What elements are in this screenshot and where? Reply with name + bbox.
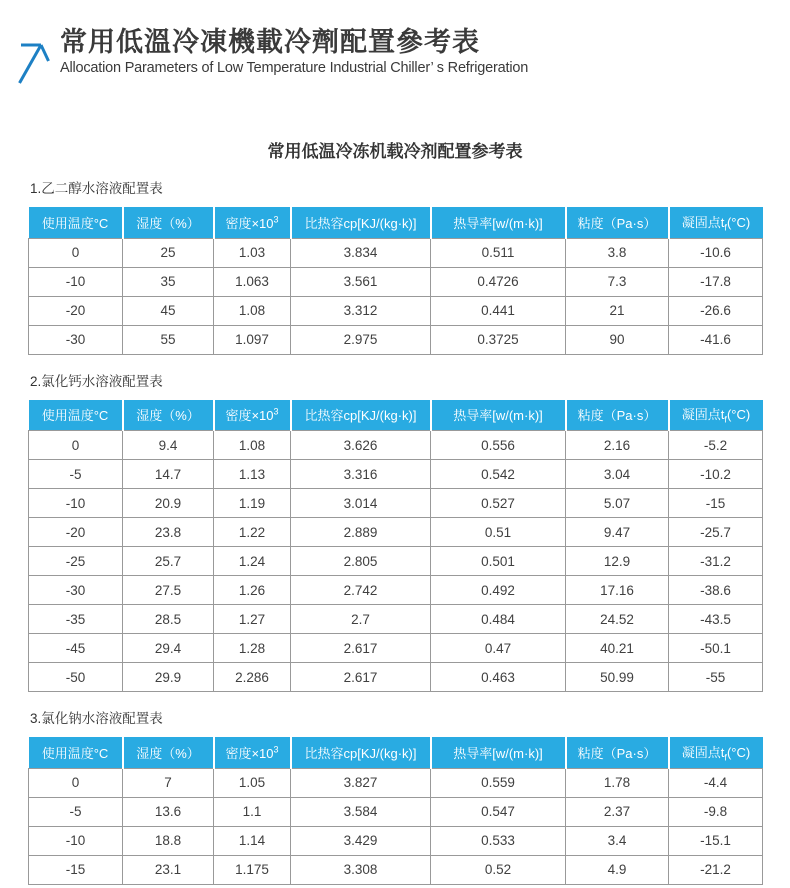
table-cell: 9.4	[123, 431, 214, 460]
table-cell: 55	[123, 325, 214, 354]
section-label: 1.乙二醇水溶液配置表	[30, 181, 163, 196]
column-header: 粘度（Pa·s）	[566, 737, 669, 768]
table-cell: 1.03	[214, 238, 291, 267]
table-cell: 1.28	[214, 634, 291, 663]
table-cell: -50.1	[669, 634, 763, 663]
table-cell: 1.27	[214, 605, 291, 634]
section-ethylene-glycol	[0, 177, 790, 355]
table-cell: 2.617	[291, 663, 431, 692]
table-cell: 3.04	[566, 460, 669, 489]
table-cell: 0.501	[431, 547, 566, 576]
section-sodium-chloride	[0, 707, 790, 885]
table-cell: 0	[29, 238, 123, 267]
table-cell: 1.05	[214, 768, 291, 797]
ethylene-glycol-table	[28, 207, 763, 355]
column-header: 粘度（Pa·s）	[566, 207, 669, 238]
table-cell: -15	[669, 489, 763, 518]
table-cell: -20	[29, 296, 123, 325]
table-cell: 25.7	[123, 547, 214, 576]
table-cell: 1.175	[214, 855, 291, 884]
table-cell: 0.492	[431, 576, 566, 605]
table-cell: 0.556	[431, 431, 566, 460]
table-cell: 0.3725	[431, 325, 566, 354]
table-cell: 45	[123, 296, 214, 325]
table-cell: 0.511	[431, 238, 566, 267]
table-cell: 1.1	[214, 797, 291, 826]
table-cell: 90	[566, 325, 669, 354]
table-row	[29, 238, 763, 267]
table-cell: 1.08	[214, 431, 291, 460]
table-cell: -26.6	[669, 296, 763, 325]
column-header: 湿度（%）	[123, 400, 214, 431]
column-header: 热导率[w/(m·k)]	[431, 400, 566, 431]
table-cell: -20	[29, 518, 123, 547]
table-cell: 2.742	[291, 576, 431, 605]
table-row	[29, 826, 763, 855]
table-cell: 40.21	[566, 634, 669, 663]
table-cell: 14.7	[123, 460, 214, 489]
table-cell: 7.3	[566, 267, 669, 296]
table-row	[29, 325, 763, 354]
table-cell: -35	[29, 605, 123, 634]
column-header: 湿度（%）	[123, 207, 214, 238]
column-header: 使用温度°C	[29, 400, 123, 431]
section-calcium-chloride	[0, 370, 790, 693]
table-cell: 5.07	[566, 489, 669, 518]
table-cell: 3.014	[291, 489, 431, 518]
table-cell: 3.8	[566, 238, 669, 267]
column-header: 粘度（Pa·s）	[566, 400, 669, 431]
table-row	[29, 547, 763, 576]
table-cell: 0.441	[431, 296, 566, 325]
table-cell: 1.24	[214, 547, 291, 576]
table-row	[29, 797, 763, 826]
column-header: 比热容cp[KJ/(kg·k)]	[291, 400, 431, 431]
brand-title: 常用低溫冷凍機載冷劑配置參考表	[60, 27, 480, 57]
sodium-chloride-table	[28, 737, 763, 885]
column-header: 比热容cp[KJ/(kg·k)]	[291, 207, 431, 238]
table-cell: 0.533	[431, 826, 566, 855]
table-cell: 2.16	[566, 431, 669, 460]
table-cell: 2.7	[291, 605, 431, 634]
table-cell: -38.6	[669, 576, 763, 605]
section-label: 2.氯化钙水溶液配置表	[30, 373, 163, 389]
table-cell: 3.308	[291, 855, 431, 884]
table-cell: 3.312	[291, 296, 431, 325]
table-cell: 0.51	[431, 518, 566, 547]
table-cell: -17.8	[669, 267, 763, 296]
column-header: 比热容cp[KJ/(kg·k)]	[291, 737, 431, 768]
table-cell: 2.617	[291, 634, 431, 663]
table-cell: 0.559	[431, 768, 566, 797]
table-cell: 18.8	[123, 826, 214, 855]
table-cell: -45	[29, 634, 123, 663]
table-cell: -25	[29, 547, 123, 576]
table-cell: 1.14	[214, 826, 291, 855]
table-row	[29, 855, 763, 884]
table-row	[29, 605, 763, 634]
table-row	[29, 296, 763, 325]
table-cell: 12.9	[566, 547, 669, 576]
table-row	[29, 663, 763, 692]
column-header: 使用温度°C	[29, 737, 123, 768]
table-cell: 2.286	[214, 663, 291, 692]
brand-text-block	[60, 27, 528, 76]
table-cell: 3.584	[291, 797, 431, 826]
table-cell: -5	[29, 460, 123, 489]
table-cell: 25	[123, 238, 214, 267]
table-cell: 4.9	[566, 855, 669, 884]
table-cell: -15	[29, 855, 123, 884]
table-cell: 3.429	[291, 826, 431, 855]
table-row	[29, 518, 763, 547]
table-cell: 50.99	[566, 663, 669, 692]
main-title: 常用低温冷冻机载冷剂配置参考表	[267, 142, 523, 161]
table-cell: -10	[29, 489, 123, 518]
table-cell: -15.1	[669, 826, 763, 855]
table-cell: 0.4726	[431, 267, 566, 296]
arrow-up-right-icon	[17, 33, 51, 85]
table-cell: -5	[29, 797, 123, 826]
column-header: 热导率[w/(m·k)]	[431, 737, 566, 768]
table-cell: 27.5	[123, 576, 214, 605]
column-header: 凝固点$t_f(^\circ C)$	[669, 207, 763, 238]
table-cell: -55	[669, 663, 763, 692]
table-cell: 1.063	[214, 267, 291, 296]
table-row	[29, 489, 763, 518]
table-cell: 1.08	[214, 296, 291, 325]
table-cell: -5.2	[669, 431, 763, 460]
table-cell: 3.316	[291, 460, 431, 489]
table-cell: -10.2	[669, 460, 763, 489]
calcium-chloride-table	[28, 400, 763, 693]
table-cell: 0.52	[431, 855, 566, 884]
table-cell: 0.547	[431, 797, 566, 826]
table-cell: -31.2	[669, 547, 763, 576]
table-cell: -41.6	[669, 325, 763, 354]
column-header: 凝固点$t_f(^\circ C)$	[669, 737, 763, 768]
table-cell: 29.4	[123, 634, 214, 663]
table-cell: 1.78	[566, 768, 669, 797]
table-cell: -50	[29, 663, 123, 692]
table-cell: 0.47	[431, 634, 566, 663]
table-cell: 13.6	[123, 797, 214, 826]
table-cell: 2.805	[291, 547, 431, 576]
page-header	[0, 0, 790, 85]
table-row	[29, 634, 763, 663]
table-cell: -30	[29, 576, 123, 605]
table-header-row	[29, 207, 763, 238]
column-header: 密度$\times 10^3$	[214, 207, 291, 238]
table-cell: -30	[29, 325, 123, 354]
brand-subtitle: Allocation Parameters of Low Temperature Industrial Chiller’ s Refrigeration	[60, 60, 529, 77]
table-cell: 2.975	[291, 325, 431, 354]
table-cell: 1.26	[214, 576, 291, 605]
table-cell: 0.484	[431, 605, 566, 634]
table-cell: 3.834	[291, 238, 431, 267]
table-cell: 17.16	[566, 576, 669, 605]
section-label: 3.氯化钠水溶液配置表	[30, 711, 163, 726]
table-row	[29, 431, 763, 460]
table-cell: -25.7	[669, 518, 763, 547]
table-cell: 3.561	[291, 267, 431, 296]
table-cell: -43.5	[669, 605, 763, 634]
table-row	[29, 460, 763, 489]
table-cell: 0.527	[431, 489, 566, 518]
column-header: 凝固点$t_f(^\circ C)$	[669, 400, 763, 431]
table-row	[29, 267, 763, 296]
table-cell: 1.19	[214, 489, 291, 518]
table-cell: 35	[123, 267, 214, 296]
column-header: 使用温度°C	[29, 207, 123, 238]
table-cell: -21.2	[669, 855, 763, 884]
table-cell: -10	[29, 267, 123, 296]
table-cell: 2.37	[566, 797, 669, 826]
table-cell: -4.4	[669, 768, 763, 797]
table-row	[29, 768, 763, 797]
table-cell: 3.4	[566, 826, 669, 855]
table-cell: 20.9	[123, 489, 214, 518]
table-header-row	[29, 400, 763, 431]
table-cell: 2.889	[291, 518, 431, 547]
table-cell: -10	[29, 826, 123, 855]
table-header-row	[29, 737, 763, 768]
table-cell: 24.52	[566, 605, 669, 634]
table-cell: -10.6	[669, 238, 763, 267]
column-header: 热导率[w/(m·k)]	[431, 207, 566, 238]
table-row	[29, 576, 763, 605]
table-cell: 21	[566, 296, 669, 325]
table-cell: 28.5	[123, 605, 214, 634]
table-cell: 3.626	[291, 431, 431, 460]
table-cell: 9.47	[566, 518, 669, 547]
table-cell: 23.1	[123, 855, 214, 884]
column-header: 密度$\times 10^3$	[214, 737, 291, 768]
table-cell: 1.13	[214, 460, 291, 489]
table-cell: 1.097	[214, 325, 291, 354]
table-cell: -9.8	[669, 797, 763, 826]
table-cell: 0	[29, 431, 123, 460]
table-cell: 0.463	[431, 663, 566, 692]
table-cell: 7	[123, 768, 214, 797]
table-cell: 0.542	[431, 460, 566, 489]
table-cell: 0	[29, 768, 123, 797]
table-cell: 3.827	[291, 768, 431, 797]
table-cell: 29.9	[123, 663, 214, 692]
column-header: 密度$\times 10^3$	[214, 400, 291, 431]
table-cell: 1.22	[214, 518, 291, 547]
column-header: 湿度（%）	[123, 737, 214, 768]
table-cell: 23.8	[123, 518, 214, 547]
